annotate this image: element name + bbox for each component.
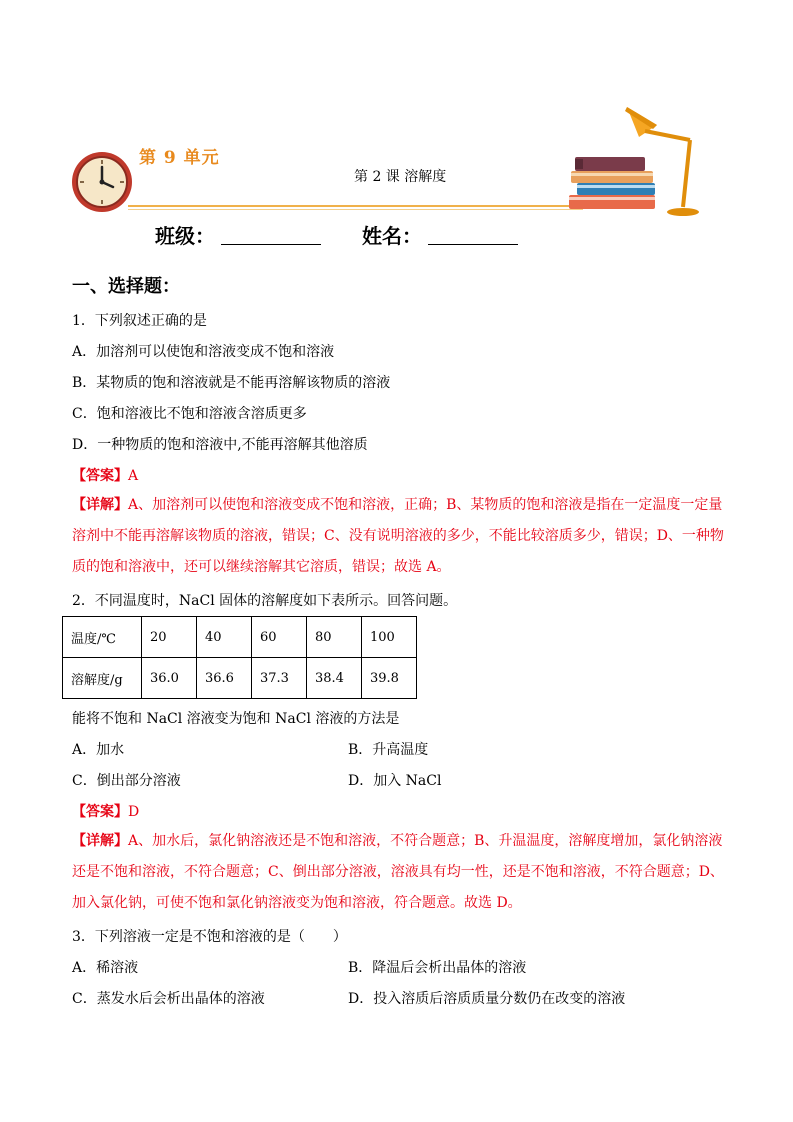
table-cell: 36.6 [197, 658, 252, 699]
table-cell: 40 [197, 617, 252, 658]
name-label: 姓名： [362, 224, 422, 248]
q1-answer [72, 465, 138, 485]
table-cell: 39.8 [362, 658, 417, 699]
q2-option-c: C．倒出部分溶液 [72, 773, 181, 789]
q2-stem: 2．不同温度时，NaCl 固体的溶解度如下表所示。回答问题。 [72, 593, 458, 609]
table-row [63, 617, 417, 658]
table-cell: 38.4 [307, 658, 362, 699]
lesson-title: 第 2 课 溶解度 [354, 169, 447, 185]
q1-stem: 1．下列叙述正确的是 [72, 313, 207, 329]
class-label: 班级： [155, 224, 215, 248]
q1-answer-tag: 【答案】 [72, 468, 128, 484]
header-divider [128, 205, 583, 207]
q3-option-c: C．蒸发水后会析出晶体的溶液 [72, 991, 265, 1007]
q1-option-d: D．一种物质的饱和溶液中,不能再溶解其他溶质 [72, 437, 368, 453]
q2-answer-tag: 【答案】 [72, 804, 128, 820]
table-cell: 温度/℃ [63, 617, 142, 658]
table-cell: 37.3 [252, 658, 307, 699]
q3-stem: 3．下列溶液一定是不饱和溶液的是（ ） [72, 929, 347, 945]
q2-detail [72, 826, 724, 919]
q2-detail-text: A、加水后，氯化钠溶液还是不饱和溶液，不符合题意；B、升温温度，溶解度增加，氯化钠溶液还是不饱和溶液，不符合题意；C、倒出部分溶液，溶液具有均一性，还是不饱和溶液，不符合题意；D、加入氯化钠，可使不饱和氯化钠溶液变为饱和溶液，符合题意。故选 D。 [72, 833, 724, 911]
clock-icon [70, 150, 134, 214]
table-cell: 60 [252, 617, 307, 658]
q2-sub-question: 能将不饱和 NaCl 溶液变为饱和 NaCl 溶液的方法是 [72, 711, 400, 727]
q2-answer-value: D [128, 804, 140, 820]
solubility-table [62, 616, 417, 699]
q1-option-b: B．某物质的饱和溶液就是不能再溶解该物质的溶液 [72, 375, 391, 391]
q3-option-a: A．稀溶液 [72, 960, 139, 976]
table-row [63, 658, 417, 699]
q1-option-c: C．饱和溶液比不饱和溶液含溶质更多 [72, 406, 307, 422]
q1-detail-text: A、加溶剂可以使饱和溶液变成不饱和溶液，正确；B、某物质的饱和溶液是指在一定温度一定量溶剂中不能再溶解该物质的溶液，错误；C、没有说明溶液的多少，不能比较溶质多少，错误；D、一种物质的饱和溶液中，还可以继续溶解其它溶质，错误；故选 A。 [72, 497, 724, 575]
q2-answer [72, 801, 139, 821]
q1-detail [72, 490, 724, 583]
q2-detail-tag: 【详解】 [72, 833, 128, 849]
q1-answer-value: A [128, 468, 139, 484]
unit-label: 第 9 单元 [139, 148, 220, 168]
class-blank[interactable] [221, 226, 321, 245]
class-field [155, 220, 321, 249]
table-cell: 80 [307, 617, 362, 658]
q1-option-a: A．加溶剂可以使饱和溶液变成不饱和溶液 [72, 344, 335, 360]
q3-option-b: B．降温后会析出晶体的溶液 [348, 960, 527, 976]
table-cell: 100 [362, 617, 417, 658]
table-cell: 20 [142, 617, 197, 658]
q2-option-a: A．加水 [72, 742, 125, 758]
q2-option-d: D．加入 NaCl [348, 773, 442, 789]
section-heading: 一、选择题： [72, 276, 180, 297]
table-cell: 36.0 [142, 658, 197, 699]
table-cell: 溶解度/g [63, 658, 142, 699]
name-field [362, 220, 518, 249]
q1-detail-tag: 【详解】 [72, 497, 128, 513]
q2-option-b: B．升高温度 [348, 742, 429, 758]
header-divider-secondary [128, 209, 583, 210]
books-lamp-icon [565, 95, 705, 220]
name-blank[interactable] [428, 226, 518, 245]
q3-option-d: D．投入溶质后溶质质量分数仍在改变的溶液 [348, 991, 626, 1007]
